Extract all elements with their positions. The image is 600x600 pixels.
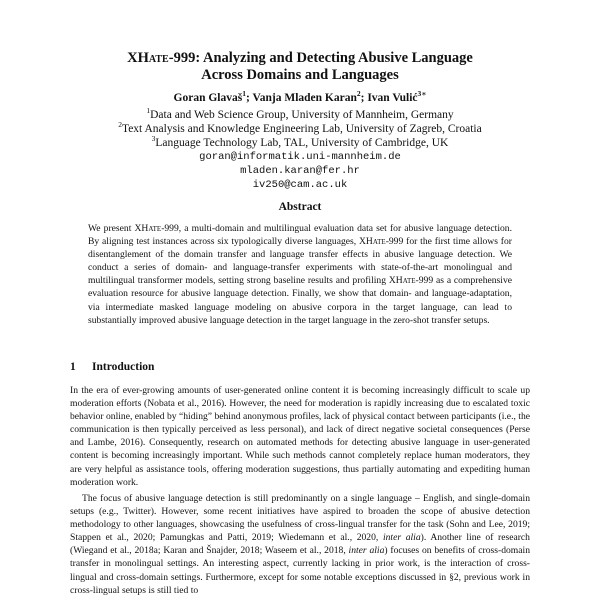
email-link[interactable]: iv250@cam.ac.uk (252, 179, 348, 191)
title-line-2: Across Domains and Languages (201, 67, 399, 83)
author-name: Goran Glavaš (173, 92, 243, 104)
affiliation: $^3$Language Technology Lab, TAL, University of Cambridge, UK (151, 134, 449, 149)
section-title: Introduction (92, 361, 155, 373)
affiliation: $^2$Text Analysis and Knowledge Engineering Lab, University of Zagreb, Croatia (118, 120, 482, 135)
section-number: 1 (70, 361, 76, 373)
author-list: Goran Glavaš$^1$; Vanja Mladen Karan$^2$; Ivan Vulić$^{3∗}$ (173, 89, 427, 104)
author-name: Vanja Mladen Karan (252, 92, 357, 104)
email-link[interactable]: goran@informatik.uni-mannheim.de (199, 151, 401, 163)
affiliation: $^1$Data and Web Science Group, University of Mannheim, Germany (146, 106, 454, 121)
title-dataset-smallcaps: Hate (137, 50, 169, 66)
abstract-heading: Abstract (278, 201, 322, 213)
paper-title (0, 50, 600, 84)
email-link[interactable]: mladen.karan@fer.hr (240, 165, 360, 177)
abstract-text: We present XHate-999, a multi-domain and multilingual evaluation data set for abusive language detection. By aligning test instances across six typologically diverse languages, XHate-999 for the first time allows for disentanglement of the domain transfer and language transfer effects in abusive language detection. We conduct a series of domain- and language-transfer experiments with state-of-the-art monolingual and multilingual transformer models, setting strong baseline results and profiling XHate-999 as a comprehensive evaluation resource for abusive language detection. Finally, we show that domain- and language-adaptation, via intermediate masked language modeling on abusive corpora in the target language, can lead to substantially improved abusive language detection in the target language in the zero-shot transfer setups. (88, 223, 512, 326)
section-heading (70, 361, 154, 373)
body-paragraph: The focus of abusive language detection is still predominantly on a single language – English, and single-domain setups (e.g., Twitter). However, some recent initiatives have aspired to broaden the scope of abusive detection methodology to other languages, showcasing the usefulness of cross-lingual transfer for the task (Sohn and Lee, 2019; Stappen et al., 2020; Pamungkas and Patti, 2019; Wiedemann et al., 2020, inter alia). Another line of research (Wiegand et al., 2018a; Karan and Šnajder, 2018; Waseem et al., 2018, inter alia) focuses on benefits of cross-domain transfer in monolingual settings. An interesting aspect, currently lacking in prior work, is the interaction of cross-lingual and cross-domain settings. Furthermore, except for some notable exceptions discussed in §2, previous work in cross-lingual setups is still tied to (70, 493, 530, 596)
body-paragraph: In the era of ever-growing amounts of user-generated online content it is becoming increasingly difficult to scale up moderation efforts (Nobata et al., 2016). However, the need for moderation is rapidly increasing due to escalated toxic behavior online, enabled by “hiding” behind anonymous profiles, lack of physical contact between participants (i.e., the communication is then typically perceived as less personal), and lack of direct negative societal consequences (Perse and Lambe, 2016). Consequently, research on automated methods for detecting abusive language in user-generated content is becoming increasingly important. While such methods cannot completely replace human moderators, they are very helpful as assistance tools, offering moderation suggestions, thus partially automating and expediting human moderation work. (70, 385, 530, 488)
author-name: Ivan Vulić (367, 92, 418, 104)
title-line-1: XHate-999: Analyzing and Detecting Abusive Language (127, 50, 473, 66)
